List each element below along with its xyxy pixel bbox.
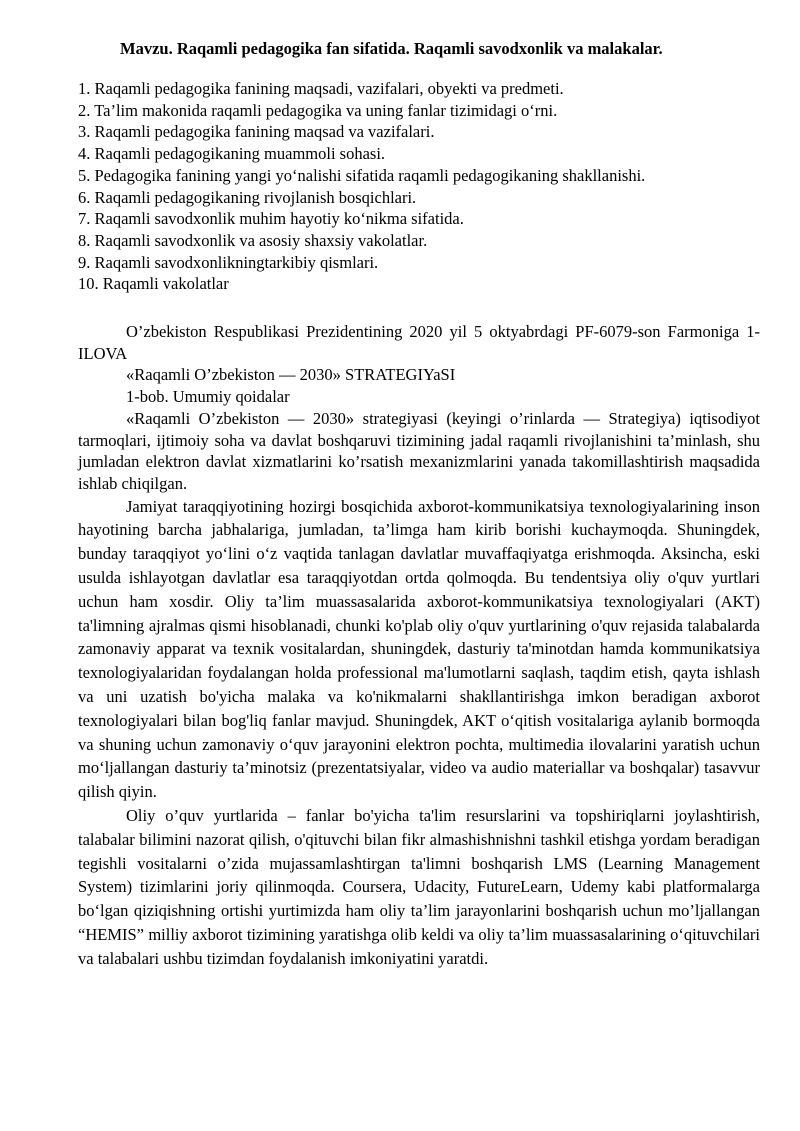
topic-item: 7. Raqamli savodxonlik muhim hayotiy ko‘nikma sifatida. [78, 209, 464, 229]
topic-item: 4. Raqamli pedagogikaning muammoli sohasi. [78, 144, 386, 164]
topic-item: 8. Raqamli savodxonlik va asosiy shaxsiy vakolatlar. [78, 230, 428, 250]
topic-list [78, 78, 760, 295]
body-paragraph: Jamiyat taraqqiyotining hozirgi bosqichida axborot-kommunikatsiya texnologiyalarining inson hayotining barcha jabhalariga, jumladan, ta’limga ham kirib borishi kuchaymoqda. Shuningdek, bunday taraqqiyot yo‘lini o‘z vaqtida tanlagan davlatlar muvaffaqiyatga erishmoqda. Aksincha, eski usulda ishlayotgan davlatlar esa taraqqiyotdan ortda qolmoqda. Bu tendentsiya oliy o'quv yurtlari uchun ham xosdir. Oliy ta’lim muassasalarida axborot-kommunikatsiya texnologiyalari (AKT) ta'limning ajralmas qismi hisoblanadi, chunki ko'plab oliy o'quv yurtlarining o'quv rejasida talabalarda zamonaviy apparat va texnik vositalardan, shuningdek, dasturiy ta'minotdan hamda kommunikatsiya texnologiyalaridan foydalangan holda professional ma'lumotlarni saqlash, taqdim etish, qayta ishlash va uni uzatish bo'yicha malaka va ko'nikmalarni shakllantirishga imkon beradigan axborot texnologiyalari bilan bog'liq fanlar mavjud. Shuningdek, AKT o‘qitish vositalariga aylanib bormoqda va shuning uchun zamonaviy o‘quv jarayonini elektron pochta, multimedia ilovalarini yaratish uchun mo‘ljallangan dasturiy ta’minotsiz (prezentatsiyalar, video va audio materiallar va boshqalar) tasavvur qilish qiyin. [78, 496, 760, 802]
document-title: Mavzu. Raqamli pedagogika fan sifatida. Raqamli savodxonlik va malakalar. [120, 39, 663, 58]
topic-item: 2. Ta’lim makonida raqamli pedagogika va uning fanlar tizimidagi o‘rni. [78, 100, 558, 120]
topic-item: 1. Raqamli pedagogika fanining maqsadi, vazifalari, obyekti va predmeti. [78, 79, 564, 98]
section-spacer [78, 295, 760, 321]
decree-reference: O’zbekiston Respublikasi Prezidentining 2020 yil 5 oktyabrdagi PF-6079-son Farmoniga 1-ILOVA [78, 322, 760, 363]
topic-item: 3. Raqamli pedagogika fanining maqsad va vazifalari. [78, 122, 435, 142]
topic-item: 10. Raqamli vakolatlar [78, 274, 229, 294]
topic-item: 9. Raqamli savodxonlikningtarkibiy qismlari. [78, 252, 379, 272]
topic-item: 5. Pedagogika fanining yangi yo‘nalishi sifatida raqamli pedagogikaning shakllanishi. [78, 165, 646, 185]
strategy-title: «Raqamli O’zbekiston — 2030» STRATEGIYaSI [126, 365, 456, 385]
document-page [78, 38, 760, 971]
body-paragraph: «Raqamli O’zbekiston — 2030» strategiyasi (keyingi o’rinlarda — Strategiya) iqtisodiyot tarmoqlari, ijtimoiy soha va davlat boshqaruvi tizimining jadal raqamli rivojlanishini ta’minlash, shu jumladan elektron davlat xizmatlarini ko’rsatish mexanizmlarini yanada takomillashtirish maqsadida ishlab chiqilgan. [78, 408, 760, 493]
body-paragraph: Oliy o’quv yurtlarida – fanlar bo'yicha ta'lim resurslarini va topshiriqlarni joylashtirish, talabalar bilimini nazorat qilish, o'qituvchi bilan fikr almashishnishni tashkil etishga yordam beradigan tegishli vositalarni o’zida mujassamlashtirgan ta'limni boshqarish LMS (Learning Management System) tizimlarini joriy qilinmoqda. Coursera, Udacity, FutureLearn, Udemy kabi platformalarga bo‘lgan qiziqishning ortishi yurtimizda ham oliy ta’lim jarayonlarini boshqarish uchun mo’ljallangan “HEMIS” milliy axborot tizimining yaratishga olib keldi va oliy ta’lim muassasalarining o‘qituvchilari va talabalari ushbu tizimdan foydalanish imkoniyatini yaratdi. [78, 806, 760, 968]
chapter-heading: 1-bob. Umumiy qoidalar [126, 387, 290, 407]
topic-item: 6. Raqamli pedagogikaning rivojlanish bosqichlari. [78, 187, 417, 207]
